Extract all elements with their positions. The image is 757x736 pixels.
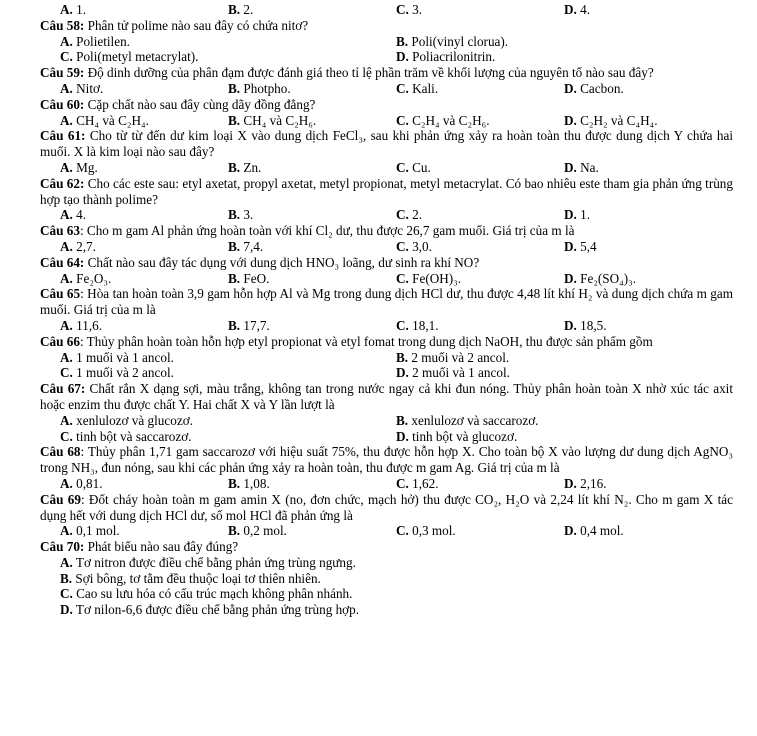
question-text: Độ dinh dưỡng của phân đạm được đánh giá theo tỉ lệ phần trăm về khối lượng của nguyên tố nào sau đây? xyxy=(84,65,654,81)
option-a: A. CH₄ và C₂H₄. xyxy=(60,112,149,128)
option-d: D. 0,4 mol. xyxy=(564,523,624,539)
option-c: C. 1,62. xyxy=(396,475,439,491)
question-68 xyxy=(40,444,733,491)
question-63 xyxy=(40,223,733,255)
question-text: : Thủy phân hoàn toàn hỗn hợp etyl propionat và etyl fomat trong dung dịch NaOH, thu được sản phẩm gồm xyxy=(79,333,653,349)
question-label: Câu 61: xyxy=(40,128,86,144)
option-b: B. 2. xyxy=(228,2,254,17)
question-text: Cặp chất nào sau đây cùng dãy đồng đẳng? xyxy=(84,96,316,112)
option-b: B. Sợi bông, tơ tằm đều thuộc loại tơ thiên nhiên. xyxy=(60,570,321,586)
option-a: A. 1. xyxy=(60,2,87,17)
option-b: B. FeO. xyxy=(228,270,270,286)
question-66 xyxy=(40,334,733,381)
option-b: B. Poli(vinyl clorua). xyxy=(396,33,509,49)
option-row-top xyxy=(40,2,733,18)
option-c: C. 18,1. xyxy=(396,317,439,333)
option-a: A. 0,81. xyxy=(60,475,103,491)
option-c: C. Kali. xyxy=(396,80,439,96)
question-67 xyxy=(40,381,733,444)
question-text: : Cho m gam Al phản ứng hoàn toàn với khí Cl₂ dư, thu được 26,7 gam muối. Giá trị của m là xyxy=(79,223,575,239)
question-text: : Hòa tan hoàn toàn 3,9 gam hỗn hợp Al và Mg trong dung dịch HCl dư, thu được 4,48 lít khí H₂ và dung dịch chứa m gam muối. Giá trị của m là xyxy=(40,286,734,318)
option-a: A. 11,6. xyxy=(60,317,103,333)
option-d: D. 5,4 xyxy=(564,238,597,254)
option-c: C. 3,0. xyxy=(396,238,432,254)
question-label: Câu 66 xyxy=(40,333,80,349)
option-c: C. 0,3 mol. xyxy=(396,523,456,539)
option-b: B. CH₄ và C₂H₆. xyxy=(228,112,317,128)
option-d: D. Fe₂(SO₄)₃. xyxy=(564,270,637,286)
question-58 xyxy=(40,18,733,65)
option-b: B. 2 muối và 2 ancol. xyxy=(396,349,510,365)
option-c: C. Cu. xyxy=(396,159,431,175)
option-d: D. 1. xyxy=(564,207,591,223)
option-b: B. 1,08. xyxy=(228,475,270,491)
question-label: Câu 64: xyxy=(40,254,85,270)
option-d: D. C₂H₂ và C₄H₄. xyxy=(564,112,658,128)
question-text: Chất nào sau đây tác dụng với dung dịch HNO₃ loãng, dư sinh ra khí NO? xyxy=(84,254,480,270)
question-59 xyxy=(40,65,733,97)
option-a: A. Tơ nitron được điều chế bằng phản ứng trùng ngưng. xyxy=(60,554,356,570)
option-b: B. 3. xyxy=(228,207,254,223)
question-label: Câu 70: xyxy=(40,539,85,555)
question-label: Câu 60: xyxy=(40,96,85,112)
option-a: A. 4. xyxy=(60,207,87,223)
option-b: B. 17,7. xyxy=(228,317,270,333)
option-c: C. Poli(metyl metacrylat). xyxy=(60,49,199,65)
option-b: B. xenlulozơ và saccarozơ. xyxy=(396,412,539,428)
question-60 xyxy=(40,97,733,129)
option-b: B. 7,4. xyxy=(228,238,264,254)
option-d: D. 2 muối và 1 ancol. xyxy=(396,365,510,381)
question-61 xyxy=(40,128,733,175)
question-64 xyxy=(40,255,733,287)
question-62 xyxy=(40,176,733,223)
question-label: Câu 68 xyxy=(40,444,81,460)
option-b: B. Zn. xyxy=(228,159,262,175)
option-d: D. Tơ nilon-6,6 được điều chế bằng phản ứng trùng hợp. xyxy=(60,602,360,618)
question-label: Câu 69 xyxy=(40,491,81,507)
option-c: C. C₂H₄ và C₂H₆. xyxy=(396,112,490,128)
option-a: A. 1 muối và 1 ancol. xyxy=(60,349,174,365)
option-d: D. 2,16. xyxy=(564,475,607,491)
question-69 xyxy=(40,492,733,539)
question-text: Phân tử polime nào sau đây có chứa nitơ? xyxy=(84,17,309,33)
question-label: Câu 59: xyxy=(40,65,85,81)
option-c: C. 1 muối và 2 ancol. xyxy=(60,365,174,381)
option-b: B. 0,2 mol. xyxy=(228,523,287,539)
option-a: A. xenlulozơ và glucozơ. xyxy=(60,412,193,428)
option-a: A. Mg. xyxy=(60,159,98,175)
option-a: A. Polietilen. xyxy=(60,33,130,49)
question-label: Câu 58: xyxy=(40,17,85,33)
option-a: A. Nitơ. xyxy=(60,80,104,96)
option-c: C. Cao su lưu hóa có cấu trúc mạch không phân nhánh. xyxy=(60,586,353,602)
question-text: Phát biểu nào sau đây đúng? xyxy=(84,539,239,555)
question-label: Câu 63 xyxy=(40,223,80,239)
option-c: C. Fe(OH)₃. xyxy=(396,270,462,286)
option-a: A. 0,1 mol. xyxy=(60,523,120,539)
option-d: D. 18,5. xyxy=(564,317,607,333)
option-c: C. tinh bột và saccarozơ. xyxy=(60,428,192,444)
option-d: D. 4. xyxy=(564,2,591,17)
question-text: Cho từ từ đến dư kim loại X vào dung dịch FeCl₃, sau khi phản ứng xảy ra hoàn toàn thu được dung dịch Y chứa hai muối. X là kim loại nào sau đây? xyxy=(40,128,734,160)
option-a: A. 2,7. xyxy=(60,238,96,254)
question-text: : Đốt cháy hoàn toàn m gam amin X (no, đơn chức, mạch hở) thu được CO₂, H₂O và 2,24 lít khí N₂. Cho m gam X tác dụng hết với dung dịch HCl dư, số mol HCl đã phản ứng là xyxy=(40,491,733,523)
question-label: Câu 62: xyxy=(40,175,85,191)
option-a: A. Fe₂O₃. xyxy=(60,270,112,286)
question-65 xyxy=(40,286,733,333)
option-d: D. Cacbon. xyxy=(564,80,624,96)
option-d: D. tinh bột và glucozơ. xyxy=(396,428,518,444)
question-text: : Thủy phân 1,71 gam saccarozơ với hiệu suất 75%, thu được hỗn hợp X. Cho toàn bộ X vào lượng dư dung dịch AgNO₃ trong NH₃, đun nóng, sau khi các phản ứng xảy ra hoàn toàn, thu được m gam Ag. Giá trị của m là xyxy=(40,444,733,476)
question-label: Câu 65 xyxy=(40,286,81,302)
option-c: C. 3. xyxy=(396,2,423,17)
question-text: Cho các este sau: etyl axetat, propyl axetat, metyl propionat, metyl metacrylat. Có bao nhiêu este tham gia phản ứng trùng hợp tạo thành polime? xyxy=(40,175,733,207)
option-b: B. Photpho. xyxy=(228,80,291,96)
option-d: D. Na. xyxy=(564,159,599,175)
question-70 xyxy=(40,539,733,618)
question-label: Câu 67: xyxy=(40,381,86,397)
option-d: D. Poliacrilonitrin. xyxy=(396,49,496,65)
option-c: C. 2. xyxy=(396,207,423,223)
question-text: Chất rắn X dạng sợi, màu trắng, không tan trong nước ngay cả khi đun nóng. Thủy phân hoàn toàn X nhờ xúc tác axit hoặc enzim thu được chất Y. Hai chất X và Y lần lượt là xyxy=(40,381,734,412)
